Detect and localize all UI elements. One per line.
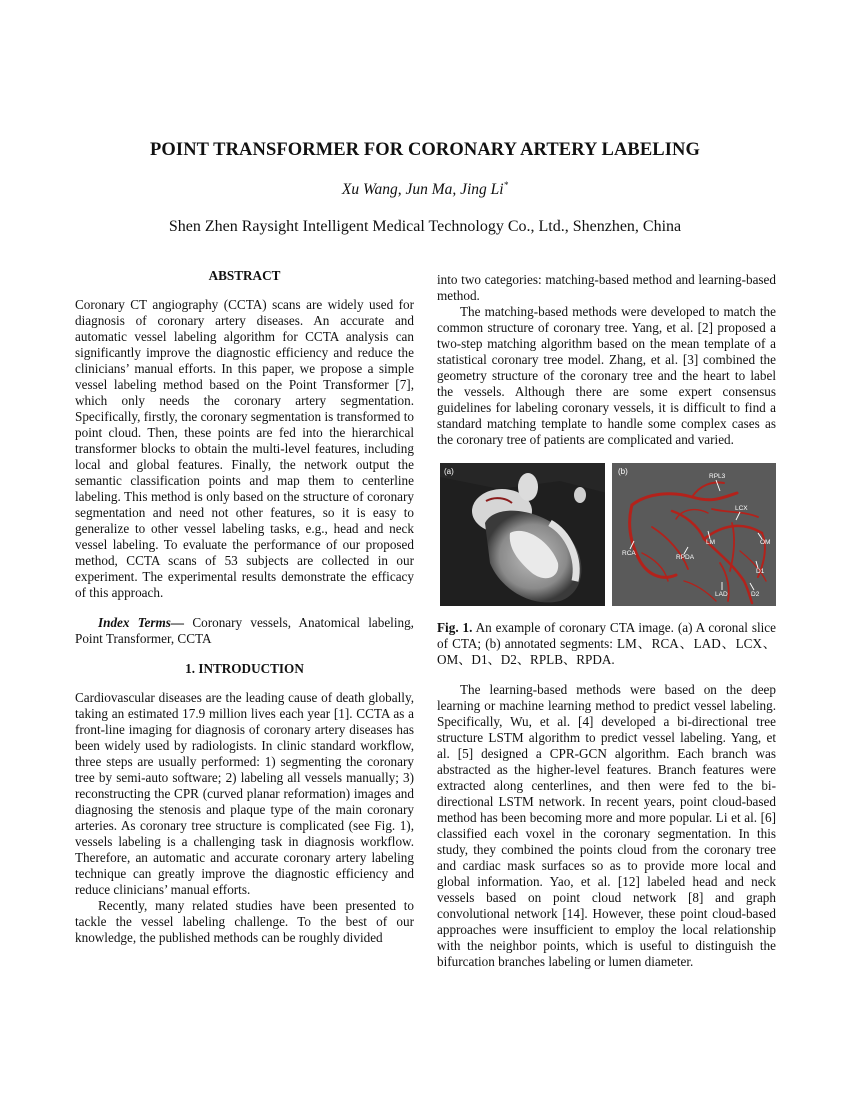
index-terms-label: Index Terms— xyxy=(98,615,185,630)
figure-1 xyxy=(440,463,776,606)
panel-b-tag: (b) xyxy=(617,467,628,476)
intro-paragraph-4: The matching-based methods were developed to match the common structure of coronary tree. Yang, et al. [2] proposed a two-step matching algorithm based on the mean template of a statistical coronary tree model. Zhang, et al. [3] combined the geometry structure of the coronary tree and the heart to label the vessels. Although there are some expert consensus guidelines for labeling coronary vessels, it is difficult to find a standard matching template to handle some complex cases as the coronary tree of patients are complicated and varied. xyxy=(437,304,776,447)
index-terms xyxy=(75,615,414,647)
figure-panel-b-annotated-tree xyxy=(612,463,777,606)
paper-title: POINT TRANSFORMER FOR CORONARY ARTERY LABELING xyxy=(150,140,700,160)
abstract-heading: ABSTRACT xyxy=(208,268,281,283)
intro-paragraph-5: The learning-based methods were based on the deep learning or machine learning method to predict vessel labeling. Specifically, Wu, et al. [4] developed a bi-directional tree structure LSTM algorithm to predict vessel labeling. Yang, et al. [5] designed a CPR-GCN algorithm. Each branch was abstracted as the higher-level features. Branch features were extracted along centerlines, and then were fed to the bi-directional LSTM network. In recent years, point cloud-based method has been becoming more and more popular. Li et al. [6] classified each voxel in the coronary segmentation. In this study, they combined the points cloud from the coronary tree and cardiac mask surfaces so as to provide more local and global information. Yao, et al. [12] labeled head and neck vessels based on point cloud network [8] and graph convolutional network [14]. However, these point cloud-based approaches were insufficient to employ the local relationship with the neighbor points, which is useful to distinguish the bifurcation branches labeling or lumen diameter. xyxy=(437,682,776,969)
label-om: OM xyxy=(759,539,770,546)
label-rpl3: RPL3 xyxy=(708,473,725,480)
author-list xyxy=(0,180,850,199)
label-lcx: LCX xyxy=(734,505,748,512)
introduction-heading: 1. INTRODUCTION xyxy=(185,661,304,676)
panel-a-tag: (a) xyxy=(444,467,454,476)
index-terms-text: Coronary vessels, Anatomical labeling, Point Transformer, CCTA xyxy=(75,615,414,646)
figure-1-caption xyxy=(437,620,776,668)
abstract-text: Coronary CT angiography (CCTA) scans are widely used for diagnosis of coronary artery diseases. An accurate and automatic vessel labeling algorithm for CCTA analysis can significantly improve the diagnostic efficiency and reduce the clinicians’ manual efforts. In this paper, we propose a simple vessel labeling method based on the Point Transformer [7], which only needs the coronary artery segmentation. Specifically, firstly, the coronary segmentation is transformed to point cloud. Then, these points are fed into the hierarchical transformer blocks to obtain the multi-level features, including local and global features. Finally, the network output the semantic classification points and map them to centerline labeling. This method is only based on the structure of coronary segmentation and need not other features, so it is easy to generalize to other vessel labeling tasks, e.g., head and neck vessel labeling. To evaluate the performance of our proposed method, CCTA scans of 53 subjects are collected in our experiment. The experimental results demonstrate the efficacy of this approach. xyxy=(75,297,414,600)
author-names: Xu Wang, Jun Ma, Jing Li xyxy=(341,181,504,199)
label-lad: LAD xyxy=(714,591,728,598)
intro-paragraph-2: Recently, many related studies have been presented to tackle the vessel labeling challenge. To the best of our knowledge, the published methods can be roughly divided xyxy=(75,898,414,945)
figure-1-caption-text: An example of coronary CTA image. (a) A coronal slice of CTA; (b) annotated segments: LM、RCA、LAD、LCX、OM、D1、D2、RPLB、RPDA. xyxy=(437,620,776,667)
ct-slice-image xyxy=(440,463,605,606)
coronary-tree-render xyxy=(612,463,777,606)
intro-paragraph-3: into two categories: matching-based method and learning-based method. xyxy=(437,272,776,303)
affiliation: Shen Zhen Raysight Intelligent Medical Technology Co., Ltd., Shenzhen, China xyxy=(168,218,682,235)
label-rpda: RPDA xyxy=(675,554,694,561)
label-lm: LM xyxy=(705,539,715,546)
figure-1-caption-label: Fig. 1. xyxy=(437,620,473,635)
label-d2: D2 xyxy=(750,591,759,598)
label-d1: D1 xyxy=(755,568,764,575)
right-column xyxy=(437,272,776,970)
intro-paragraph-1: Cardiovascular diseases are the leading cause of death globally, taking an estimated 17.9 million lives each year [1]. CCTA as a front-line imaging for diagnosis of coronary artery diseases has been widely used by radiologists. In clinic standard workflow, three steps are usually performed: 1) segmenting the coronary tree by semi-auto software; 2) labeling all vessels manually; 3) reconstructing the CPR (curved planar reformation) images and diagnosing the stenosis and plaque type of the main coronary arteries. As coronary tree structure is complicated (see Fig. 1), vessels labeling is a challenging task in diagnosis workflow. Therefore, an automatic and accurate coronary artery labeling technique can greatly improve the diagnostic efficiency and reduce clinicians’ manual efforts. xyxy=(75,690,414,897)
label-rca: RCA xyxy=(621,550,636,557)
left-column xyxy=(75,268,414,946)
corresponding-author-mark: * xyxy=(503,180,509,190)
figure-panel-a-ct-slice xyxy=(440,463,605,606)
